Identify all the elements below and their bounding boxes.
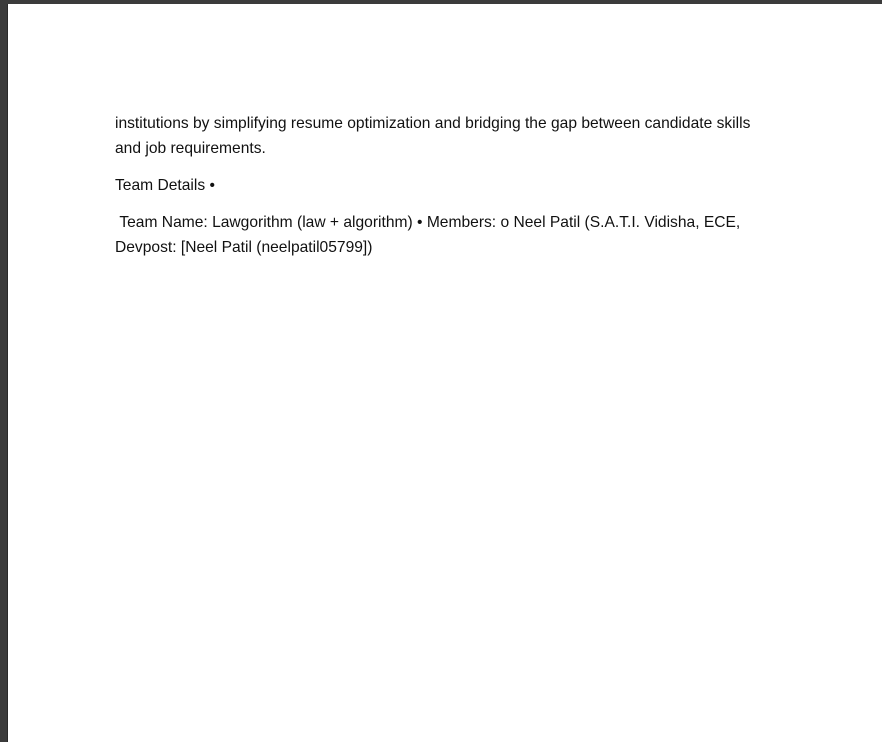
paragraph-team-info: Team Name: Lawgorithm (law + algorithm) • Members: o Neel Patil (S.A.T.I. Vidisha, ECE, Devpost: [Neel Patil (neelpatil05799]) bbox=[115, 214, 745, 256]
paragraph-team-details-heading: Team Details • bbox=[115, 177, 215, 194]
page-content bbox=[115, 111, 775, 260]
document-page bbox=[8, 4, 882, 742]
paragraph-intro-continuation: institutions by simplifying resume optimization and bridging the gap between candidate skills and job requirements. bbox=[115, 115, 751, 157]
